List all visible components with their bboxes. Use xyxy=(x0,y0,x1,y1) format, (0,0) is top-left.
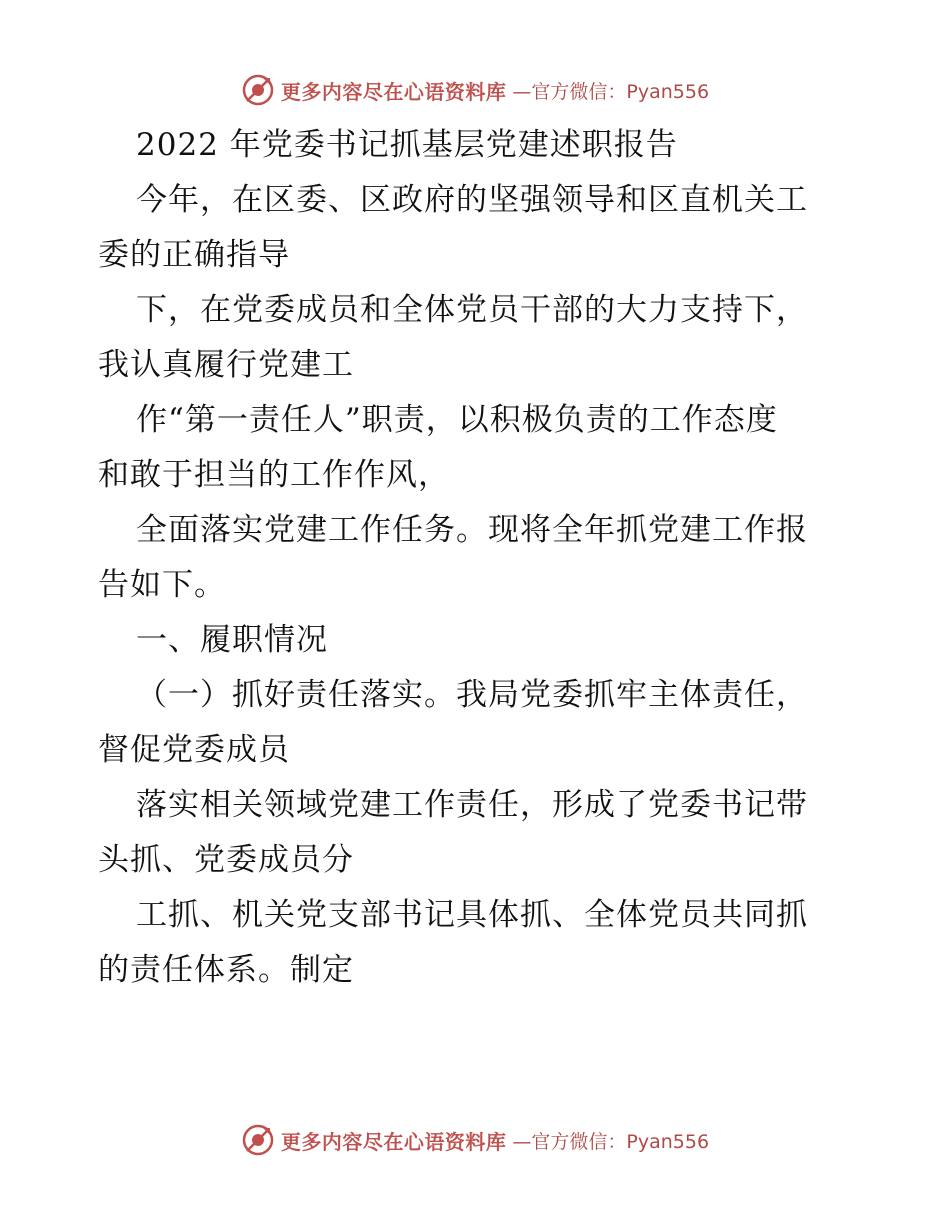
text-line: 委的正确指导 xyxy=(98,237,290,273)
text-line: 下，在党委成员和全体党员干部的大力支持下， xyxy=(136,292,808,328)
text-line: 督促党委成员 xyxy=(98,732,290,768)
footer-watermark xyxy=(0,1120,950,1160)
text-line: 工抓、机关党支部书记具体抓、全体党员共同抓 xyxy=(136,897,808,933)
text-line: 落实相关领域党建工作责任，形成了党委书记带 xyxy=(136,787,808,823)
document-body xyxy=(98,118,858,998)
document-title: 2022 年党委书记抓基层党建述职报告 xyxy=(136,127,678,163)
text-line: 今年，在区委、区政府的坚强领导和区直机关工 xyxy=(136,182,808,218)
text-line: 我认真履行党建工 xyxy=(98,347,354,383)
text-line: 全面落实党建工作任务。现将全年抓党建工作报 xyxy=(136,512,808,548)
text-line: 和敢于担当的工作作风， xyxy=(98,457,450,493)
text-line: 作“第一责任人”职责，以积极负责的工作态度 xyxy=(136,402,778,438)
text-line: 的责任体系。制定 xyxy=(98,952,354,988)
header-watermark xyxy=(0,70,950,110)
pen-logo-icon xyxy=(241,1123,275,1157)
section-heading: 一、履职情况 xyxy=(136,622,328,658)
watermark-brand: 更多内容尽在心语资料库 xyxy=(280,79,507,104)
text-line: 告如下。 xyxy=(98,567,226,603)
watermark-official: —官方微信：Pyan556 xyxy=(512,1130,710,1153)
watermark-brand: 更多内容尽在心语资料库 xyxy=(280,1129,507,1154)
text-line: （一）抓好责任落实。我局党委抓牢主体责任， xyxy=(136,677,808,713)
text-line: 头抓、党委成员分 xyxy=(98,842,354,878)
watermark-official: —官方微信：Pyan556 xyxy=(512,80,710,103)
pen-logo-icon xyxy=(241,73,275,107)
